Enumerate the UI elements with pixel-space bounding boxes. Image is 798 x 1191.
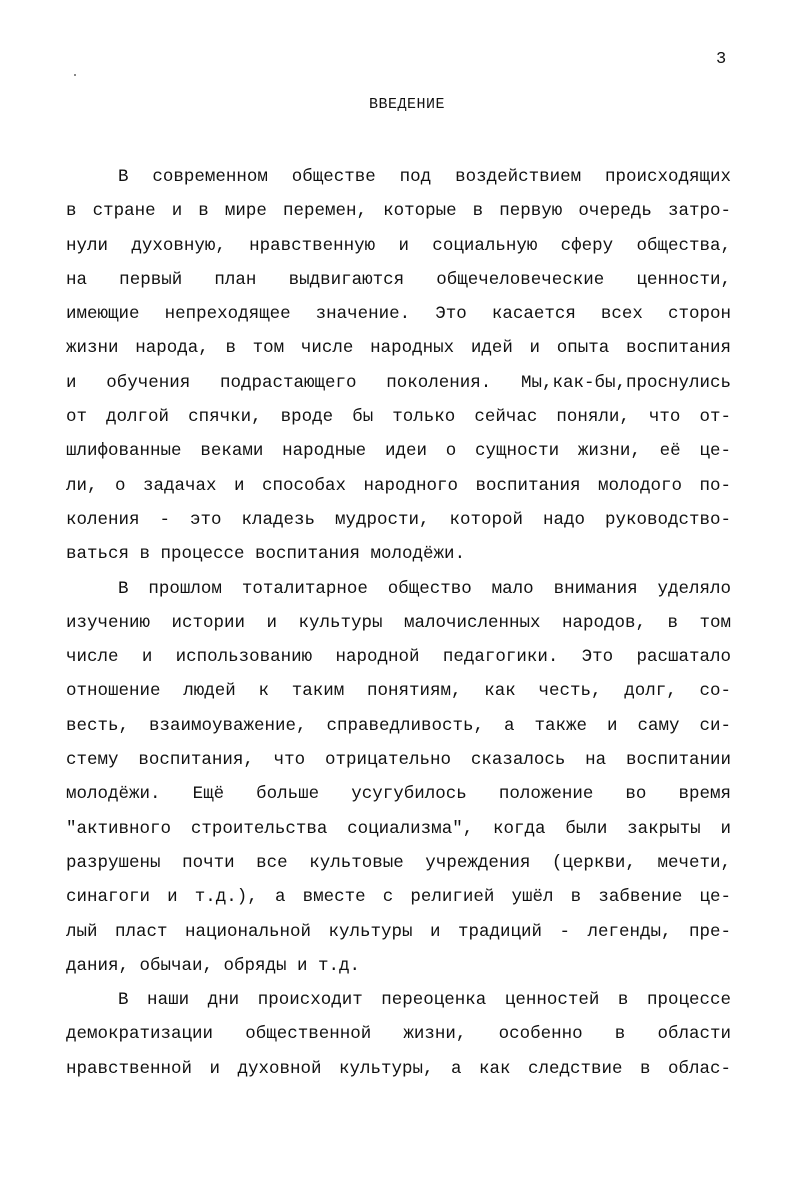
text-line: весть, взаимоуважение, справедливость, а также и саму си- xyxy=(66,715,731,736)
text-line: нули духовную, нравственную и социальную сферу общества, xyxy=(66,235,731,256)
text-line: отношение людей к таким понятиям, как честь, долг, со- xyxy=(66,681,731,702)
text-line: разрушены почти все культовые учреждения (церкви, мечети, xyxy=(66,852,731,873)
text-line: лый пласт национальной культуры и традиций - легенды, пре- xyxy=(66,921,731,942)
text-line: ваться в процессе воспитания молодёжи. xyxy=(66,544,466,565)
text-line: нравственной и духовной культуры, а как следствие в облас- xyxy=(66,1058,731,1079)
text-line: числе и использованию народной педагогики. Это расшатало xyxy=(66,647,731,668)
text-line: изучению истории и культуры малочисленных народов, в том xyxy=(66,612,731,633)
page-number: 3 xyxy=(716,50,727,69)
text-line: В современном обществе под воздействием происходящих xyxy=(118,167,731,187)
text-line: и обучения подрастающего поколения. Мы,как-бы,проснулись xyxy=(66,372,731,393)
text-line: синагоги и т.д.), а вместе с религией ушёл в забвение це- xyxy=(66,887,731,908)
text-line: "активного строительства социализма", когда были закрыты и xyxy=(66,818,731,839)
scan-speck xyxy=(74,74,76,76)
text-line: имеющие непреходящее значение. Это касается всех сторон xyxy=(66,304,731,325)
text-line: шлифованные веками народные идеи о сущности жизни, её це- xyxy=(66,441,731,462)
text-line: В наши дни происходит переоценка ценностей в процессе xyxy=(118,990,731,1011)
text-line: ли, о задачах и способах народного воспитания молодого по- xyxy=(66,475,731,496)
text-line: коления - это кладезь мудрости, которой надо руководство- xyxy=(66,509,731,530)
text-line: В прошлом тоталитарное общество мало внимания уделяло xyxy=(118,578,731,599)
section-title: ВВЕДЕНИЕ xyxy=(368,96,445,113)
text-line: демократизации общественной жизни, особенно в области xyxy=(66,1024,731,1045)
text-line: дания, обычаи, обряды и т.д. xyxy=(66,955,361,976)
text-line: на первый план выдвигаются общечеловеческие ценности, xyxy=(66,269,731,290)
text-line: в стране и в мире перемен, которые в первую очередь затро- xyxy=(66,201,731,222)
body-text xyxy=(66,160,731,1086)
text-line: стему воспитания, что отрицательно сказалось на воспитании xyxy=(66,750,731,771)
text-line: молодёжи. Ещё больше усугубилось положение во время xyxy=(66,784,731,805)
text-line: от долгой спячки, вроде бы только сейчас поняли, что от- xyxy=(66,407,731,428)
text-line: жизни народа, в том числе народных идей и опыта воспитания xyxy=(66,338,731,359)
